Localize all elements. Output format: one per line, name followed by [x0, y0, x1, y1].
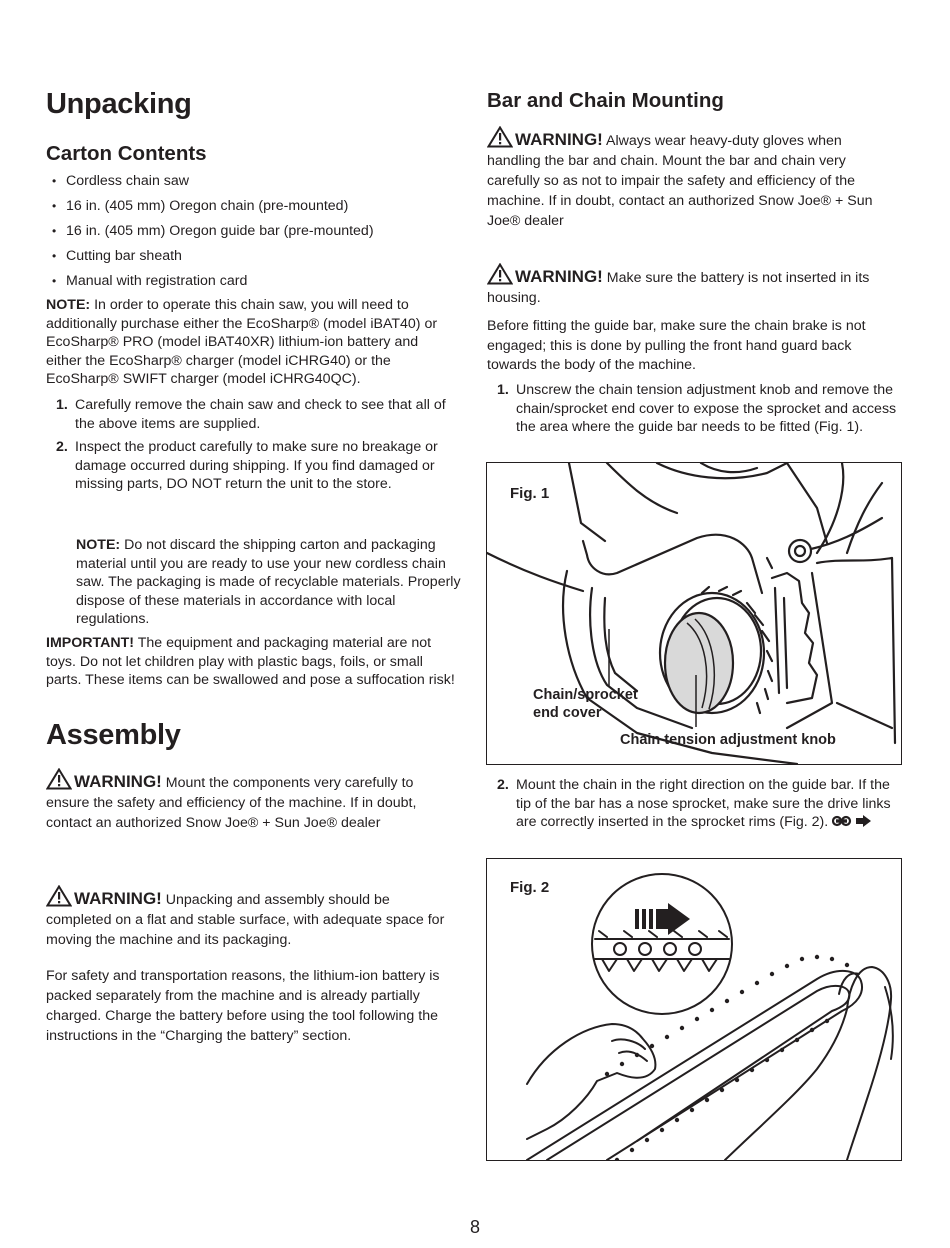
step-2	[46, 438, 465, 494]
step-number: 1.	[497, 382, 509, 398]
list-item: • Cutting bar sheath	[46, 247, 466, 272]
warning-text: Unpacking and assembly should be completed on a flat and stable surface, with adequate space for moving the machine and its packaging.	[46, 892, 445, 948]
unpacking-title: Unpacking	[46, 88, 192, 120]
assembly-title: Assembly	[46, 719, 181, 751]
transport-paragraph: For safety and transportation reasons, the lithium-ion battery is packed separately from the machine and is already partially charged. Charge the battery before using the tool following the instructions in the “Charging the battery” section.	[46, 968, 440, 1044]
list-item: • Cordless chain saw	[46, 172, 466, 197]
list-item: • 16 in. (405 mm) Oregon chain (pre-mounted)	[46, 197, 466, 222]
note-text: Do not discard the shipping carton and packaging material until you are ready to use your new cordless chain saw. The packaging is made of recyclable materials. Properly dispose of these materials in accordance with local regulations.	[76, 537, 461, 627]
step-number: 2.	[497, 777, 509, 793]
important-notice	[46, 634, 458, 690]
warning-triangle-icon	[46, 768, 72, 790]
bar-warning-2	[487, 263, 902, 308]
warning-label: WARNING!	[74, 889, 162, 908]
warning-text: Always wear heavy-duty gloves when handling the bar and chain. Mount the bar and chain very carefully so as not to impair the safety and efficiency of the machine. If in doubt, contact an authorized Snow Joe® + Sun Joe® dealer	[487, 133, 873, 229]
warning-triangle-icon	[487, 263, 513, 285]
step-text: Inspect the product carefully to make sure no breakage or damage occurred during shipping. If you find damaged or missing parts, DO NOT return the unit to the store.	[75, 439, 438, 492]
carton-contents-list	[46, 172, 466, 297]
callout-line: end cover	[533, 705, 602, 721]
note-text: In order to operate this chain saw, you will need to additionally purchase either the EcoSharp® (model iBAT40) or EcoSharp® PRO (model iBAT40XR) lithium-ion battery and either the EcoSharp® charger (model iCHRG40) or the EcoSharp® SWIFT charger (model iCHRG40QC).	[46, 297, 438, 387]
note-label: NOTE:	[46, 297, 91, 313]
step-number: 1.	[56, 397, 68, 413]
step-1	[46, 396, 465, 433]
note-packaging	[76, 536, 466, 629]
fig1-callout-tension-knob: Chain tension adjustment knob	[620, 732, 836, 748]
warning-label: WARNING!	[515, 130, 603, 149]
direction-arrow-icon	[635, 903, 690, 935]
step-text: Carefully remove the chain saw and check to see that all of the above items are supplied.	[75, 397, 446, 432]
fig1-label: Fig. 1	[510, 485, 550, 502]
assembly-warning-1	[46, 768, 446, 833]
fig1-callout-end-cover	[533, 686, 638, 722]
bar-step-2	[487, 776, 901, 832]
bar-warning-1	[487, 126, 887, 231]
warning-text: Mount the components very carefully to ensure the safety and efficiency of the machine. If in doubt, contact an authorized Snow Joe® + Sun Joe® dealer	[46, 775, 417, 831]
note-battery	[46, 296, 451, 389]
important-label: IMPORTANT!	[46, 635, 134, 651]
page-number: 8	[469, 1217, 480, 1237]
assembly-warning-2	[46, 885, 456, 950]
list-item: • Manual with registration card	[46, 272, 466, 297]
list-item: • 16 in. (405 mm) Oregon guide bar (pre-mounted)	[46, 222, 466, 247]
bar-chain-title: Bar and Chain Mounting	[487, 89, 724, 112]
warning-triangle-icon	[487, 126, 513, 148]
before-fitting-paragraph: Before fitting the guide bar, make sure the chain brake is not engaged; this is done by pulling the front hand guard back towards the body of the machine.	[487, 318, 866, 373]
figure-2	[486, 858, 902, 1161]
warning-triangle-icon	[46, 885, 72, 907]
carton-contents-title: Carton Contents	[46, 142, 207, 165]
chain-on-bar-illustration	[487, 859, 901, 1160]
warning-text: Make sure the battery is not inserted in its housing.	[487, 270, 870, 306]
step-text: Mount the chain in the right direction on the guide bar. If the tip of the bar has a nose sprocket, make sure the drive links are correctly inserted in the sprocket rims (Fig. 2).	[516, 777, 891, 830]
bar-step-1	[487, 381, 901, 437]
important-text: The equipment and packaging material are not toys. Do not let children play with plastic bags, foils, or small parts. These items can be swallowed and pose a suffocation risk!	[46, 635, 455, 688]
step-number: 2.	[56, 439, 68, 455]
fig2-label: Fig. 2	[510, 879, 550, 896]
warning-label: WARNING!	[515, 267, 603, 286]
warning-label: WARNING!	[74, 772, 162, 791]
figure-1	[486, 462, 902, 765]
chain-direction-icon	[832, 815, 872, 827]
callout-line: Chain/sprocket	[533, 687, 638, 703]
note-label: NOTE:	[76, 537, 121, 553]
step-text: Unscrew the chain tension adjustment knob and remove the chain/sprocket end cover to expose the sprocket and access the area where the guide bar needs to be fitted (Fig. 1).	[516, 382, 897, 435]
